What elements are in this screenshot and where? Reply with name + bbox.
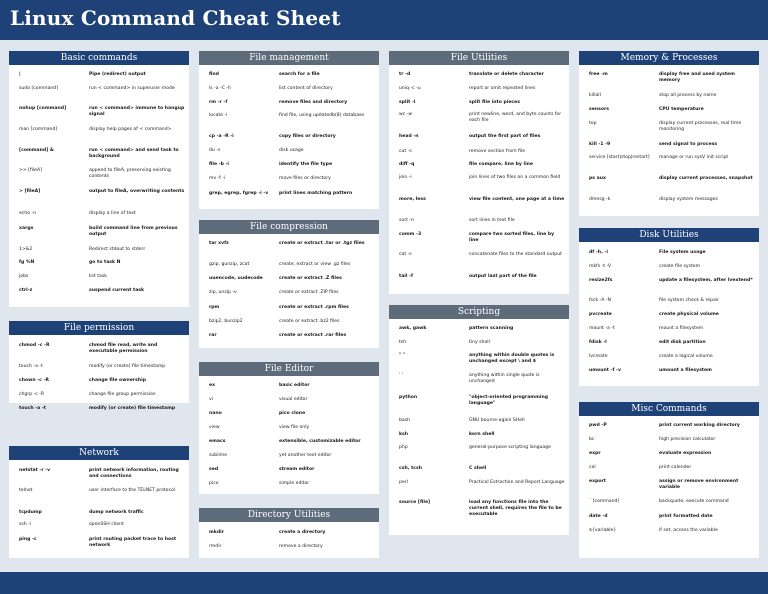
command-name: rmdir [209,544,222,549]
command-name: sed [209,467,219,472]
command-name: emacs [209,439,226,444]
command-name: locate -i [209,113,228,118]
command-description: manage or run sysV init script [659,155,729,160]
command-description: yet another text editor [279,453,332,458]
command-description: create physical volume [659,312,719,317]
command-description: if set, access the variable [659,528,718,533]
command-description: assign or remove environment variable [659,479,739,490]
section-title: File compression [199,220,379,234]
command-description: find file, using updatedb(8) database [279,113,365,118]
command-description: disk usage [279,148,304,153]
command-name: rm -r -f [209,100,228,105]
command-name: tsh [399,340,407,345]
command-name: tar xvfz [209,241,229,246]
section-file-management [199,51,379,209]
command-name: split -l [399,100,416,105]
command-name: telnet [19,488,33,493]
page-footer [0,572,768,594]
command-name: tail -f [399,274,413,279]
command-name: file -b -i [209,162,229,167]
section-file-editor [199,362,379,494]
command-description: change file ownership [89,378,146,383]
section-directory-utilities [199,508,379,558]
command-description: file system check & repair [659,298,719,303]
command-name: join -i [399,175,412,180]
command-name: uniq -c -u [399,86,421,91]
command-description: search for a file [279,72,320,77]
section-title: File Utilities [389,51,569,65]
section-title: File management [199,51,379,65]
command-name: zip, unzip -v [209,290,237,295]
section-title: File permission [9,321,189,335]
command-description: backquote, execute command [659,499,729,504]
command-description: anything within single quote is unchanged [469,373,540,384]
command-description: evaluate expression [659,451,712,456]
command-name: expr [589,451,601,456]
command-description: korn shell [469,432,495,437]
command-description: file compare, line by line [469,162,534,167]
command-description: basic editor [279,383,310,388]
command-name: mkdir [209,530,224,535]
section-file-utilities [389,51,569,294]
command-description: remove a directory [279,544,323,549]
command-name: fsck -A -N [589,298,611,303]
command-name: cal [589,465,596,470]
command-description: tiny shell [469,340,490,345]
section-misc-commands [579,402,759,558]
command-name: cat -s [399,252,412,257]
command-description: copy files or directory [279,134,336,139]
section-title: Directory Utilities [199,508,379,522]
command-name: head -n [399,134,419,139]
command-name: cp -a -R -i [209,134,234,139]
command-description: mount a filesystem [659,326,704,331]
command-description: run < command> in superuser mode [89,86,175,91]
command-name: date -d [589,514,608,519]
section-file-compression [199,220,379,348]
command-description: sort lines in text file [469,218,515,223]
command-name: free -m [589,72,608,77]
command-description: view file only [279,425,310,430]
command-description: display help pages of < command> [89,127,172,132]
command-name: xargs [19,226,34,231]
command-description: visual editor [279,397,308,402]
command-description: split file into pieces [469,100,521,105]
command-name: sublime [209,453,228,458]
command-name: wc -w [399,112,413,117]
command-description: CPU temperature [659,107,704,112]
command-name: chmod -c -R [19,343,50,348]
command-description: display system messages [659,197,718,202]
command-name: cut -s [399,149,412,154]
command-description: suspend current task [89,288,145,293]
command-description: translate or delete character [469,72,544,77]
section-title: File Editor [199,362,379,376]
command-description: pattern scanning [469,326,514,331]
command-description: general-purpose scripting language [469,445,551,450]
command-description: openSSH client [89,522,124,527]
command-description: go to task N [89,260,121,265]
command-description: pico clone [279,411,306,416]
command-name: ex [209,383,216,388]
command-name: php [399,445,408,450]
command-description: remove section from file [469,149,526,154]
command-description: send signal to process [659,142,718,147]
command-description: remove files and directory [279,100,348,105]
command-description: chmod file read, write and executable permission [89,343,158,354]
command-description: File system usage [659,250,706,255]
command-name: sort -n [399,218,414,223]
command-description: print routing packet trace to host network [89,537,177,548]
command-name: fdisk -l [589,340,607,345]
command-description: GNU bourne-again SHell [469,418,525,423]
command-description: high precision calculator [659,437,716,442]
command-description: join lines of two files on a common field [469,175,561,180]
command-description: create a logical volume [659,354,713,359]
command-name: service [start|stop|restart] [589,155,650,160]
command-name: du -s [209,148,221,153]
command-name: chgrp -c -R [19,392,45,397]
command-description: create or extract .rar files [279,333,347,338]
command-description: view file content, one page at a time [469,197,565,202]
command-name: source [file] [399,500,431,505]
command-name: perl [399,480,408,485]
command-description: print current working directory [659,423,740,428]
command-name: diff -q [399,162,415,167]
page-header [0,0,768,40]
section-memory-processes [579,51,759,216]
command-description: output to fileA, overwriting contents [89,189,185,194]
command-description: update a filesystem, after lvextend* [659,278,753,283]
command-description: stop all process by name [659,93,717,98]
command-name: bzip2, bunzip2 [209,319,243,324]
command-description: "object-oriented programming language" [469,395,549,406]
command-name: chown -c -R [19,378,49,383]
command-name: kill -1 -9 [589,142,611,147]
command-description: Pipe (redirect) output [89,72,146,77]
command-name: rpm [209,305,220,310]
command-name: mkfs -t -V [589,264,612,269]
command-description: create or extract .tar or .tgz files [279,241,365,246]
command-description: user interface to the TELNET protocol [89,488,176,493]
command-name: ' ' [399,373,403,378]
command-description: display current processes, real time monitoring [659,121,742,132]
section-network [9,446,189,558]
command-name: top [589,121,597,126]
command-description: append to fileA, preserving existing contents [89,168,171,179]
section-title: Misc Commands [579,402,759,416]
command-name: awk, gawk [399,326,427,331]
command-name: find [209,72,219,77]
command-description: list content of directory [279,86,333,91]
command-name: fg %N [19,260,35,265]
command-name: export [589,479,606,484]
section-basic-commands [9,51,189,307]
command-description: run < command> and send task to background [89,148,179,159]
command-name: bc [589,437,595,442]
command-name: touch -a -t [19,406,46,411]
section-file-permission [9,321,189,411]
command-description: create or extract .ZIP files [279,290,339,295]
section-scripting [389,305,569,535]
command-name: ` [command] [589,499,620,504]
command-description: create file system [659,264,701,269]
command-name: ksh [399,432,409,437]
command-description: print formatted date [659,514,713,519]
command-name: bash [399,418,411,423]
command-name: vi [209,397,213,402]
section-title: Scripting [389,305,569,319]
command-description: Redirect stdout to stderr [89,247,146,252]
command-name: sudo [command] [19,86,59,91]
command-name: lvcreate [589,354,608,359]
command-description: modify (or create) file timestamp [89,406,176,411]
command-description: load any functions file into the current shell, requires the file to be executable [469,500,562,517]
command-name: umount -f -v [589,368,621,373]
command-name: csh, tcsh [399,466,422,471]
command-description: display a line of text [89,211,136,216]
command-description: display current processes, snapshot [659,176,753,181]
command-name: " " [399,353,406,358]
command-name: mv -f -i [209,176,226,181]
command-name: ssh -i [19,522,32,527]
section-title: Network [9,446,189,460]
command-name: >> [fileA] [19,168,42,173]
command-name: nohup [command] [19,106,67,111]
command-name: mount -a -t [589,326,615,331]
command-name: pvcreate [589,312,612,317]
command-description: print newline, word, and byte counts for each file [469,112,562,123]
command-description: Practical Extraction and Report Language [469,480,565,485]
command-description: simple editor [279,481,310,486]
command-description: print lines matching pattern [279,191,353,196]
command-name: view [209,425,220,430]
command-description: move files or directory [279,176,331,181]
command-description: dump network traffic [89,510,144,515]
command-name: rar [209,333,217,338]
command-name: sensors [589,107,610,112]
command-name: nano [209,411,222,416]
command-description: create or extract .rpm files [279,305,349,310]
command-name: grep, egrep, fgrep -i -v [209,191,269,196]
command-description: concatenate files to the standard output [469,252,562,257]
command-name: ${variable} [589,528,617,533]
command-description: report or omit repeated lines [469,86,536,91]
command-name: tr -d [399,72,411,77]
command-name: pwd -P [589,423,607,428]
command-description: C shell [469,466,487,471]
command-description: list task [89,274,107,279]
command-description: create a directory [279,530,326,535]
command-name: tcpdump [19,510,42,515]
command-name: python [399,395,418,400]
command-name: ps aux [589,176,606,181]
command-name: jobs [19,274,29,279]
command-name: netstat -r -v [19,468,51,473]
section-title: Memory & Processes [579,51,759,65]
command-description: edit disk partition [659,340,706,345]
command-name: dmesg -k [589,197,611,202]
command-description: display free and used system memory [659,72,735,83]
command-name: touch -a -t [19,364,43,369]
command-description: print calender [659,465,692,470]
command-name: echo -n [19,211,37,216]
command-name: killall [589,93,601,98]
command-name: | [19,72,21,77]
command-name: pico [209,481,219,486]
command-name: uuencode, uudecode [209,276,263,281]
command-description: umount a filesystem [659,368,712,373]
command-name: 1>&2 [19,247,33,252]
command-description: create, extract or view .gz files [279,262,351,267]
command-description: extensible, customizable editor [279,439,361,444]
command-description: output last part of the file [469,274,537,279]
command-description: stream editor [279,467,315,472]
command-description: modify (or create) file timestamp [89,364,166,369]
command-description: build command line from previous output [89,226,178,237]
section-disk-utilities [579,228,759,386]
command-name: > [fileA] [19,189,41,194]
command-description: anything within double quotes is unchanged except \ and $ [469,353,555,364]
section-title: Basic commands [9,51,189,65]
command-name: [command] & [19,148,54,153]
command-name: more, less [399,197,426,202]
command-name: ping -c [19,537,37,542]
command-description: create or extract .Z files [279,276,342,281]
command-description: run < command> immune to hangup signal [89,106,185,117]
section-title: Disk Utilities [579,228,759,242]
command-name: gzip, gunzip, zcat [209,262,250,267]
command-description: create or extract .bz2 files [279,319,340,324]
page-title: Linux Command Cheat Sheet [10,6,341,30]
command-description: identify the file type [279,162,333,167]
command-name: comm -3 [399,232,422,237]
command-name: ls -a -C -h [209,86,231,91]
command-name: resize2fs [589,278,613,283]
command-name: ctrl-z [19,288,33,293]
command-name: man [command] [19,127,58,132]
command-description: change file group permission [89,392,156,397]
command-description: compare two sorted files, line by line [469,232,555,243]
command-description: output the first part of files [469,134,541,139]
command-description: print network information, routing and connections [89,468,179,479]
command-name: df -h, -i [589,250,608,255]
